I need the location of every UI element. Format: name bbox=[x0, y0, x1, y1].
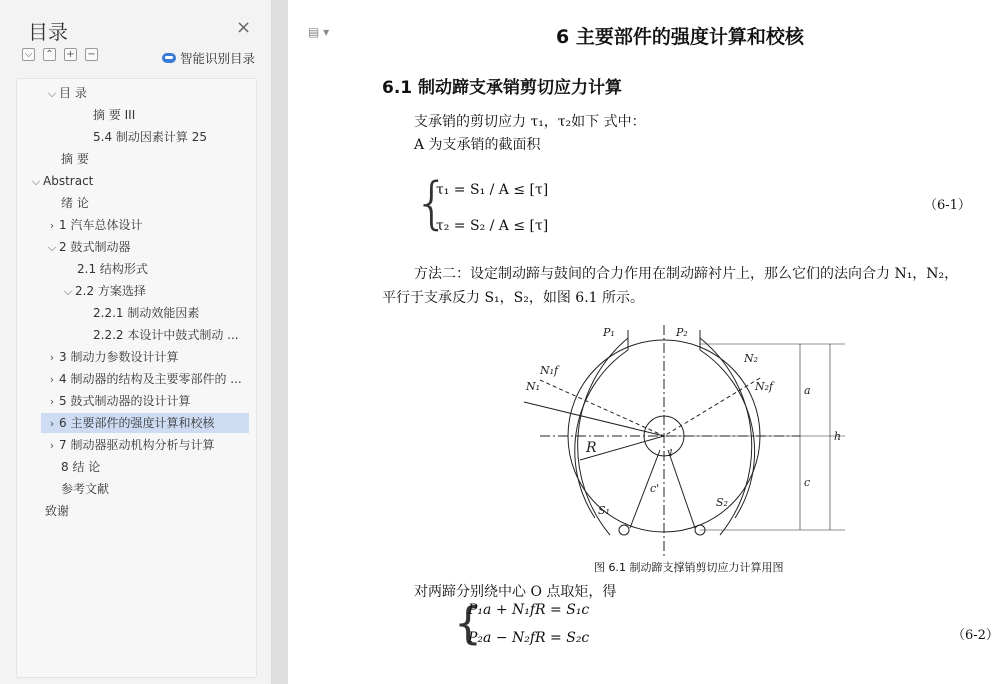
toc-toolbar bbox=[22, 48, 98, 61]
equation-6-2 bbox=[454, 600, 614, 660]
toc-item[interactable]: 绪 论 bbox=[61, 196, 89, 210]
paragraph: 支承销的剪切应力 τ₁，τ₂如下 式中： bbox=[414, 114, 646, 130]
toc-item-label: 2.2 方案选择 bbox=[75, 284, 146, 298]
toc-item-label: 4 制动器的结构及主要零部件的 ... bbox=[59, 372, 242, 386]
paragraph: 平行于支承反力 S₁，S₂，如图 6.1 所示。 bbox=[382, 290, 645, 306]
toc-item[interactable] bbox=[45, 347, 245, 367]
paragraph: 方法二：设定制动蹄与鼓间的合力作用在制动蹄衬片上，那么它们的法向合力 N₁，N₂， bbox=[414, 266, 959, 282]
remove-heading-button[interactable]: − bbox=[85, 48, 98, 61]
toc-item-label: Abstract bbox=[43, 174, 94, 188]
label-n1f: N₁f bbox=[540, 364, 559, 377]
toc-item[interactable] bbox=[45, 83, 245, 103]
figure-caption: 图 6.1 制动蹄支撑销剪切应力计算用图 bbox=[594, 561, 784, 574]
toc-item[interactable]: 2.2.2 本设计中鼓式制动 ... bbox=[93, 328, 239, 342]
equation-6-1 bbox=[414, 160, 554, 252]
toc-tree bbox=[16, 78, 257, 678]
chevron-right-icon[interactable]: › bbox=[49, 351, 55, 364]
label-p2: P₂ bbox=[676, 326, 688, 339]
document-page bbox=[288, 0, 1004, 684]
chevron-down-icon[interactable]: ⌵ bbox=[47, 241, 57, 254]
toc-item[interactable] bbox=[45, 391, 245, 411]
section-title: 6.1 制动蹄支承销剪切应力计算 bbox=[382, 78, 623, 98]
paragraph: A 为支承销的截面积 bbox=[414, 137, 541, 153]
toc-item[interactable]: 参考文献 bbox=[61, 482, 110, 496]
brace-icon: { bbox=[414, 171, 450, 236]
smart-toc-label: 智能识别目录 bbox=[180, 51, 256, 66]
add-heading-button[interactable]: + bbox=[64, 48, 77, 61]
chevron-right-icon[interactable]: › bbox=[49, 417, 55, 430]
right-shoe-inner bbox=[700, 350, 755, 518]
toc-item[interactable] bbox=[45, 369, 250, 389]
label-r: R bbox=[586, 440, 597, 456]
toc-item[interactable]: 2.1 结构形式 bbox=[77, 262, 148, 276]
toc-item[interactable]: 5.4 制动因素计算 25 bbox=[93, 130, 207, 144]
toc-item-label: 5 鼓式制动器的设计计算 bbox=[59, 394, 191, 408]
equation-number: （6-1） bbox=[924, 198, 971, 213]
pane-divider[interactable] bbox=[272, 0, 288, 684]
equation-line: τ₁ = S₁ / A ≤ [τ] bbox=[436, 182, 549, 198]
close-icon[interactable]: × bbox=[236, 17, 252, 38]
brake-shoe-figure bbox=[500, 320, 860, 560]
chevron-right-icon[interactable]: › bbox=[49, 395, 55, 408]
label-c: c bbox=[804, 476, 811, 489]
label-s1: S₁ bbox=[598, 504, 610, 517]
toc-item-label: 2 鼓式制动器 bbox=[59, 240, 131, 254]
chevron-right-icon[interactable]: › bbox=[49, 219, 55, 232]
collapse-all-button[interactable]: ⌵ bbox=[22, 48, 35, 61]
sidebar-title: 目录 bbox=[28, 20, 68, 44]
toc-item-label: 1 汽车总体设计 bbox=[59, 218, 143, 232]
toc-item[interactable] bbox=[45, 435, 245, 455]
expand-up-button[interactable]: ⌃ bbox=[43, 48, 56, 61]
paragraph: 对两蹄分别绕中心 O 点取矩，得 bbox=[414, 584, 617, 600]
toc-sidebar bbox=[0, 0, 272, 684]
toc-item[interactable]: 致谢 bbox=[45, 504, 70, 518]
chevron-down-icon[interactable]: ⌵ bbox=[31, 175, 41, 188]
chevron-down-icon[interactable]: ⌵ bbox=[63, 285, 73, 298]
toc-item[interactable]: 摘 要 bbox=[61, 152, 89, 166]
equation-number: （6-2） bbox=[952, 628, 999, 643]
toc-item-label: 目 录 bbox=[59, 86, 87, 100]
toc-item-label: 7 制动器驱动机构分析与计算 bbox=[59, 438, 215, 452]
toc-item-label: 6 主要部件的强度计算和校核 bbox=[59, 416, 215, 430]
label-n1: N₁ bbox=[526, 380, 541, 393]
label-c-prime: c' bbox=[650, 482, 660, 495]
label-n2: N₂ bbox=[744, 352, 759, 365]
toc-item[interactable]: 2.2.1 制动效能因素 bbox=[93, 306, 200, 320]
label-center: 1 bbox=[668, 449, 674, 459]
toc-item[interactable] bbox=[45, 215, 245, 235]
chevron-right-icon[interactable]: › bbox=[49, 373, 55, 386]
ai-cloud-icon bbox=[162, 53, 176, 63]
brace-icon: { bbox=[454, 598, 482, 649]
label-n2f: N₂f bbox=[755, 380, 774, 393]
equation-line: P₁a + N₁fR = S₁c bbox=[468, 602, 590, 618]
label-s2: S₂ bbox=[716, 496, 728, 509]
toc-item-selected[interactable] bbox=[41, 413, 249, 433]
toc-item-label: 3 制动力参数设计计算 bbox=[59, 350, 179, 364]
equation-line: P₂a − N₂fR = S₂c bbox=[468, 630, 590, 646]
toc-item[interactable] bbox=[29, 171, 229, 191]
chapter-title: 6 主要部件的强度计算和校核 bbox=[556, 26, 804, 48]
label-a: a bbox=[804, 384, 811, 397]
smart-toc-button[interactable] bbox=[162, 49, 255, 67]
chevron-down-icon[interactable]: ⌵ bbox=[47, 87, 57, 100]
toc-item[interactable]: 摘 要 III bbox=[93, 108, 136, 122]
document-menu-icon[interactable]: ▤ ▾ bbox=[308, 25, 330, 39]
toc-item[interactable]: 8 结 论 bbox=[61, 460, 101, 474]
left-shoe-inner bbox=[575, 350, 628, 518]
label-p1: P₁ bbox=[603, 326, 615, 339]
equation-line: τ₂ = S₂ / A ≤ [τ] bbox=[436, 218, 549, 234]
toc-item[interactable] bbox=[61, 281, 241, 301]
toc-item[interactable] bbox=[45, 237, 245, 257]
label-h: h bbox=[834, 430, 842, 443]
chevron-right-icon[interactable]: › bbox=[49, 439, 55, 452]
